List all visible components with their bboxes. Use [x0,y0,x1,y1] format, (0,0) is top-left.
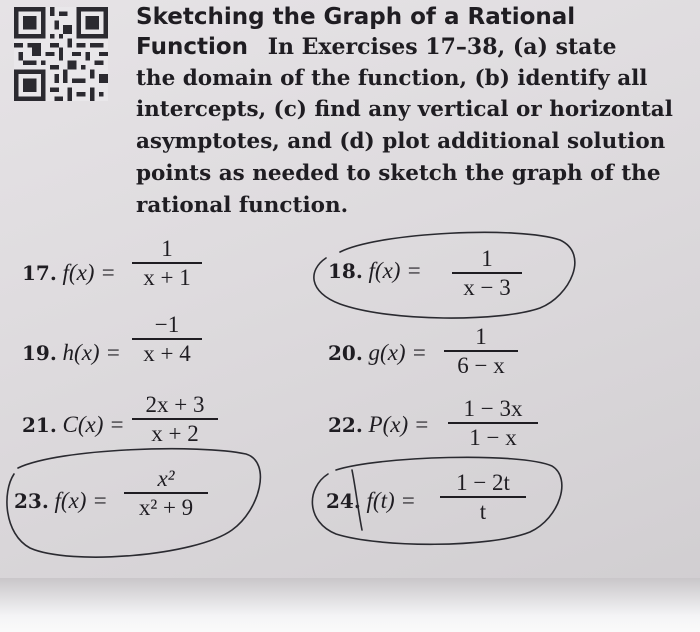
numerator: 1 − 2t [456,470,510,495]
exercise-number: 21. [22,413,57,437]
exercise-number: 17. [22,261,57,285]
instruction-text: In Exercises 17–38, (a) state [267,34,617,60]
function-name: C(x) = [62,412,125,437]
page-edge [0,578,700,632]
fraction-20 [444,324,518,380]
function-name: f(x) = [368,258,422,283]
function-name: f(x) = [62,260,116,285]
function-name: f(t) = [366,488,416,513]
instruction-line-5: asymptotes, and (d) plot additional solution [136,129,666,154]
fraction-17 [132,236,202,292]
exercise-22 [328,412,429,438]
numerator: −1 [154,312,180,337]
fraction-22 [448,396,538,452]
numerator: 2x + 3 [145,392,205,417]
exercise-23 [14,488,108,514]
instruction-line-7: rational function. [136,193,349,218]
denominator: t [479,498,487,524]
fraction-19 [132,312,202,368]
denominator: 6 − x [457,352,505,378]
denominator: x + 4 [143,340,191,366]
function-name: P(x) = [368,412,430,437]
qr-code-icon [14,6,108,102]
denominator: 1 − x [469,424,517,450]
exercise-number: 18. [328,259,363,283]
exercise-21 [22,412,125,438]
denominator: x − 3 [463,274,511,300]
instruction-line-6: points as needed to sketch the graph of the [136,161,661,186]
numerator: 1 [475,324,487,349]
section-title: Sketching the Graph of a Rational [136,4,576,30]
exercise-17 [22,260,116,286]
instruction-line-3: the domain of the function, (b) identify all [136,66,648,91]
function-name: g(x) = [368,340,427,365]
exercise-number: 22. [328,413,363,437]
exercise-number: 19. [22,341,57,365]
exercise-24 [326,488,416,514]
fraction-18 [452,246,522,302]
exercise-19 [22,340,121,366]
function-name: h(x) = [62,340,121,365]
exercise-number: 20. [328,341,363,365]
fraction-23 [124,466,208,522]
instruction-line-4: intercepts, (c) find any vertical or horizontal [136,97,673,122]
exercise-20 [328,340,427,366]
denominator: x + 2 [151,420,199,446]
numerator: 1 [481,246,493,271]
fraction-21 [132,392,218,448]
exercise-number: 23. [14,489,49,513]
denominator: x + 1 [143,264,191,290]
numerator: x² [157,466,175,491]
denominator: x² + 9 [138,494,194,520]
numerator: 1 [161,236,173,261]
exercise-number: 24. [326,489,361,513]
exercise-18 [328,258,422,284]
instruction-line-2 [136,34,617,60]
function-name: f(x) = [54,488,108,513]
section-title-cont: Function [136,34,249,60]
numerator: 1 − 3x [463,396,523,421]
fraction-24 [440,470,526,526]
